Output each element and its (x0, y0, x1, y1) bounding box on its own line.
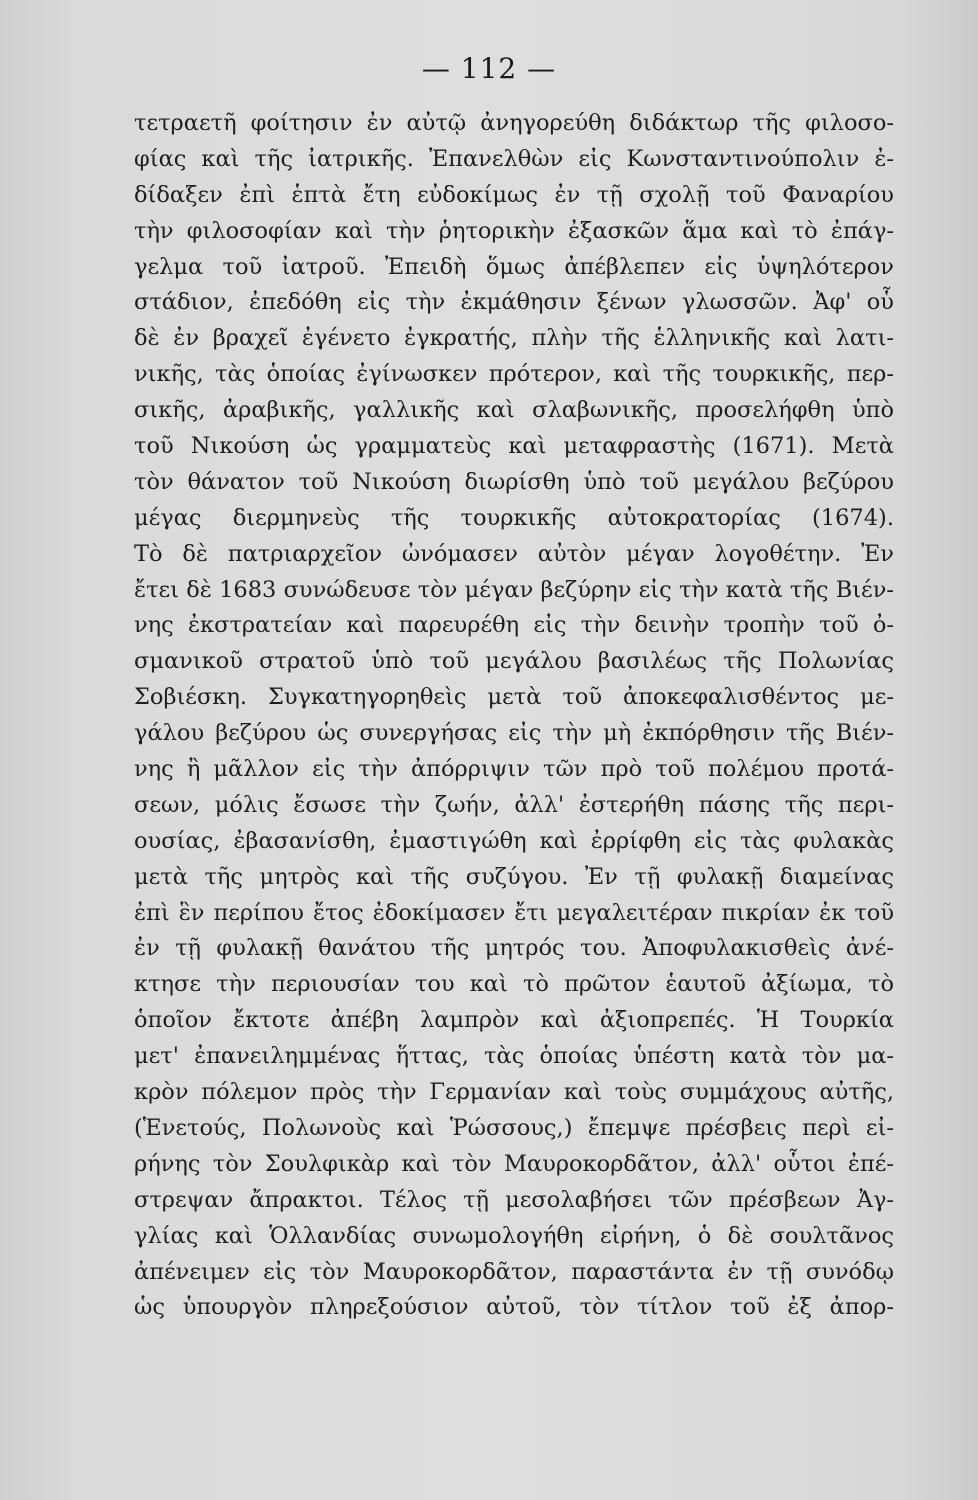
text-line: φίας καὶ τῆς ἰατρικῆς. Ἐπανελθὼν εἰς Κωνσταντινούπολιν ἐ- (134, 145, 894, 172)
text-line: δὲ ἐν βραχεῖ ἐγένετο ἐγκρατής, πλὴν τῆς ἑλληνικῆς καὶ λατι- (134, 325, 894, 352)
page-number: — 112 — (421, 52, 557, 85)
text-line: Σοβιέσκη. Συγκατηγορηθεὶς μετὰ τοῦ ἀποκεφαλισθέντος με- (134, 684, 894, 711)
text-line: Τὸ δὲ πατριαρχεῖον ὠνόμασεν αὐτὸν μέγαν λογοθέτην. Ἐν (134, 540, 894, 567)
text-line: νικῆς, τὰς ὁποίας ἐγίνωσκεν πρότερον, καὶ τῆς τουρκικῆς, περ- (134, 361, 894, 388)
text-line: σεων, μόλις ἔσωσε τὴν ζωήν, ἀλλ' ἐστερήθη πάσης τῆς περι- (134, 791, 894, 818)
text-line: ρήνης τὸν Σουλφικὰρ καὶ τὸν Μαυροκορδᾶτον, ἀλλ' οὗτοι ἐπέ- (134, 1150, 894, 1177)
text-line: ἀπένειμεν εἰς τὸν Μαυροκορδᾶτον, παραστάντα ἐν τῇ συνόδῳ (134, 1258, 894, 1285)
text-line: γελμα τοῦ ἰατροῦ. Ἐπειδὴ ὅμως ἀπέβλεπεν εἰς ὑψηλότερον (134, 253, 894, 280)
text-line: γάλου βεζύρου ὡς συνεργήσας εἰς τὴν μὴ ἐκπόρθησιν τῆς Βιέν- (134, 720, 894, 747)
text-line: τὴν φιλοσοφίαν καὶ τὴν ῥητορικὴν ἐξασκῶν ἅμα καὶ τὸ ἐπάγ- (134, 217, 894, 244)
text-line: ἔτει δὲ 1683 συνώδευσε τὸν μέγαν βεζύρην εἰς τὴν κατὰ τῆς Βιέν- (134, 576, 894, 603)
text-line: τὸν θάνατον τοῦ Νικούση διωρίσθη ὑπὸ τοῦ μεγάλου βεζύρου (134, 468, 894, 495)
text-line: ὡς ὑπουργὸν πληρεξούσιον αὐτοῦ, τὸν τίτλον τοῦ ἐξ ἀπορ- (134, 1294, 894, 1321)
text-line: στρεψαν ἄπρακτοι. Τέλος τῇ μεσολαβήσει τῶν πρέσβεων Ἀγ- (134, 1186, 894, 1213)
body-text (134, 106, 894, 1326)
text-line: κρὸν πόλεμον πρὸς τὴν Γερμανίαν καὶ τοὺς συμμάχους αὐτῆς, (134, 1079, 894, 1106)
text-line: (Ἑνετούς, Πολωνοὺς καὶ Ῥώσσους,) ἔπεμψε πρέσβεις περὶ εἰ- (134, 1114, 894, 1141)
text-line: ἐν τῇ φυλακῇ θανάτου τῆς μητρός του. Ἀποφυλακισθεὶς ἀνέ- (134, 935, 894, 962)
text-line: δίδαξεν ἐπὶ ἑπτὰ ἔτη εὐδοκίμως ἐν τῇ σχολῇ τοῦ Φαναρίου (134, 181, 894, 208)
text-line: ἐπὶ ἓν περίπου ἔτος ἐδοκίμασεν ἔτι μεγαλειτέραν πικρίαν ἐκ τοῦ (134, 899, 894, 926)
text-line: μέγας διερμηνεὺς τῆς τουρκικῆς αὐτοκρατορίας (1674). (134, 504, 894, 531)
text-line: τοῦ Νικούση ὡς γραμματεὺς καὶ μεταφραστὴς (1671). Μετὰ (134, 433, 894, 460)
text-line: στάδιον, ἐπεδόθη εἰς τὴν ἐκμάθησιν ξένων γλωσσῶν. Ἀφ' οὗ (134, 289, 894, 316)
text-line: γλίας καὶ Ὁλλανδίας συνωμολογήθη εἰρήνη, ὁ δὲ σουλτᾶνος (134, 1222, 894, 1249)
text-line: νης ἐκστρατείαν καὶ παρευρέθη εἰς τὴν δεινὴν τροπὴν τοῦ ὀ- (134, 612, 894, 639)
text-line: ουσίας, ἐβασανίσθη, ἐμαστιγώθη καὶ ἐρρίφθη εἰς τὰς φυλακὰς (134, 827, 894, 854)
text-line: τετραετῆ φοίτησιν ἐν αὐτῷ ἀνηγορεύθη διδάκτωρ τῆς φιλοσο- (134, 110, 894, 136)
text-line: μετ' ἐπανειλημμένας ἥττας, τὰς ὁποίας ὑπέστη κατὰ τὸν μα- (134, 1043, 894, 1070)
text-line: σικῆς, ἀραβικῆς, γαλλικῆς καὶ σλαβωνικῆς, προσελήφθη ὑπὸ (134, 397, 894, 424)
text-line: ὁποῖον ἔκτοτε ἀπέβη λαμπρὸν καὶ ἀξιοπρεπές. Ἡ Τουρκία (134, 1007, 894, 1034)
text-line: μετὰ τῆς μητρὸς καὶ τῆς συζύγου. Ἐν τῇ φυλακῇ διαμείνας (134, 863, 894, 890)
text-line: σμανικοῦ στρατοῦ ὑπὸ τοῦ μεγάλου βασιλέως τῆς Πολωνίας (134, 648, 894, 675)
text-line: κτησε τὴν περιουσίαν του καὶ τὸ πρῶτον ἑαυτοῦ ἀξίωμα, τὸ (134, 971, 894, 998)
text-line: νης ἢ μᾶλλον εἰς τὴν ἀπόρριψιν τῶν πρὸ τοῦ πολέμου προτά- (134, 756, 894, 783)
